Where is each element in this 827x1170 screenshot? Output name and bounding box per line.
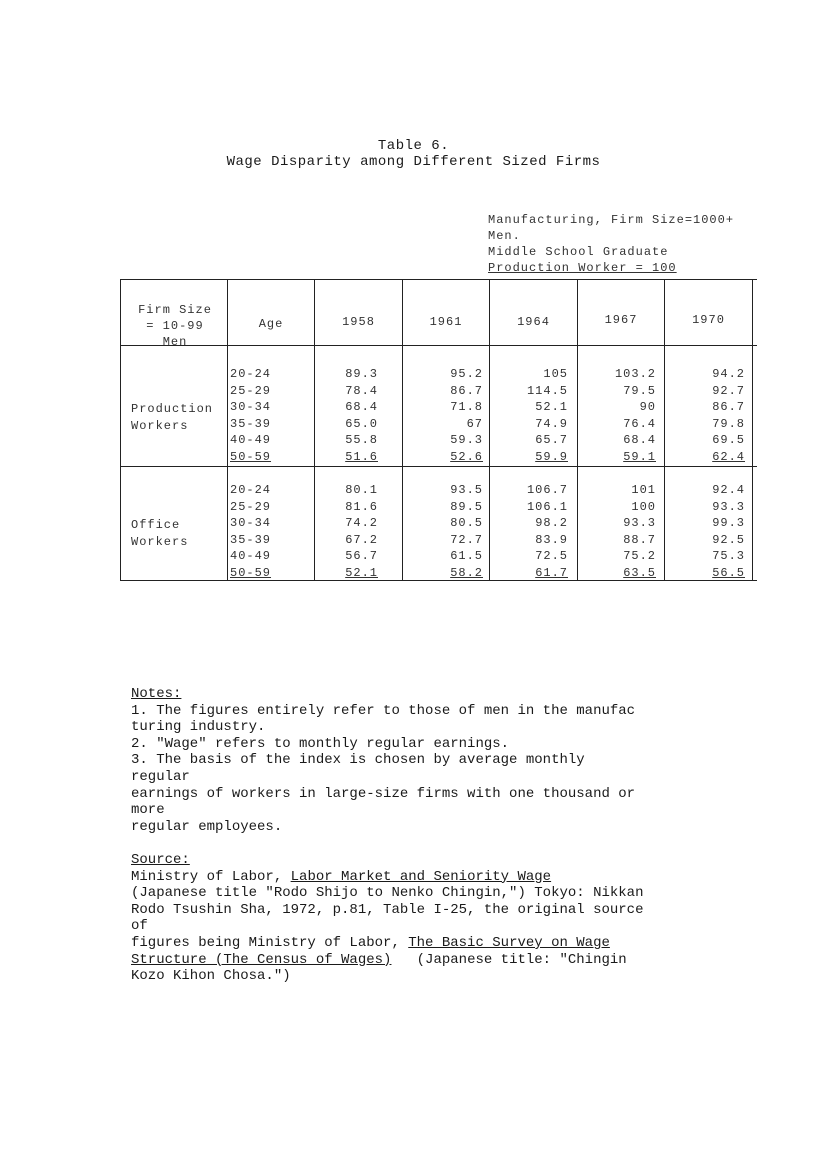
value-cell: 67 — [466, 416, 483, 431]
source-line: Ministry of Labor, Labor Market and Seniority Wage — [131, 868, 552, 885]
value-cell: 61.7 — [535, 565, 568, 580]
col-1961-office — [423, 482, 483, 581]
value-cell: 59.9 — [535, 449, 568, 464]
value-cell: 89.3 — [345, 367, 378, 381]
value-cell: 81.6 — [345, 499, 378, 514]
value-cell: 52.6 — [450, 449, 483, 464]
age-cell: 20-24 — [230, 483, 272, 497]
col-1958-office — [318, 482, 378, 581]
age-cell: 20-24 — [230, 367, 272, 381]
value-cell: 80.5 — [450, 516, 483, 530]
note-1-cont: turing industry. — [131, 719, 266, 736]
value-cell: 65.7 — [535, 433, 568, 447]
value-cell: 68.4 — [623, 433, 656, 447]
value-cell: 55.8 — [345, 433, 378, 447]
value-cell: 101 — [631, 483, 656, 497]
value-cell: 86.7 — [712, 400, 745, 414]
value-cell: 52.1 — [535, 400, 568, 414]
value-cell: 68.4 — [345, 400, 378, 414]
value-cell: 88.7 — [623, 532, 656, 547]
age-column-office — [230, 482, 271, 581]
note-3-cont: earnings of workers in large-size firms with one thousand or — [131, 785, 636, 802]
value-cell: 62.4 — [712, 449, 745, 464]
value-cell: 89.5 — [450, 499, 483, 514]
value-cell: 95.2 — [450, 367, 483, 381]
value-cell: 71.8 — [450, 400, 483, 414]
col-1964-production — [508, 366, 568, 465]
value-cell: 75.3 — [712, 549, 745, 563]
notes-section — [131, 686, 761, 835]
note-3-cont: regular — [131, 768, 190, 785]
col-1958-production — [318, 366, 378, 465]
group-label-production: Production Workers — [131, 402, 214, 433]
age-cell: 50-59 — [230, 449, 272, 464]
value-cell: 93.3 — [712, 499, 745, 514]
source-line: Kozo Kihon Chosa.") — [131, 968, 291, 985]
source-title: Labor Market and Seniority Wage — [290, 868, 552, 885]
value-cell: 58.2 — [450, 565, 483, 580]
col-1970-office — [685, 482, 745, 581]
value-cell: 92.4 — [712, 483, 745, 497]
col-1967-production — [596, 366, 656, 465]
value-cell: 94.2 — [712, 367, 745, 381]
note-3-cont: regular employees. — [131, 818, 283, 835]
year-header-1961: 1961 — [429, 315, 463, 329]
original-source-title-cont: Structure (The Census of Wages) — [131, 951, 392, 968]
value-cell: 52.1 — [345, 565, 378, 580]
age-header: Age — [258, 317, 284, 331]
age-cell: 40-49 — [230, 549, 272, 563]
value-cell: 103.2 — [614, 367, 656, 381]
source-line: Structure (The Census of Wages) (Japanese title: "Chingin — [131, 951, 627, 968]
source-line: (Japanese title "Rodo Shijo to Nenko Chingin,") Tokyo: Nikkan — [131, 885, 644, 902]
value-cell: 83.9 — [535, 532, 568, 547]
source-section — [131, 852, 761, 985]
age-cell: 40-49 — [230, 433, 272, 447]
year-header-1958: 1958 — [342, 315, 375, 329]
value-cell: 59.1 — [623, 449, 656, 464]
age-cell: 50-59 — [230, 565, 272, 580]
note-3: 3. The basis of the index is chosen by average monthly — [131, 752, 585, 769]
condition-sex: Men. — [488, 229, 521, 243]
value-cell: 59.3 — [450, 433, 483, 447]
value-cell: 72.7 — [450, 532, 483, 547]
value-cell: 72.5 — [535, 549, 568, 563]
value-cell: 79.8 — [712, 416, 745, 431]
col-1964-office — [508, 482, 568, 581]
value-cell: 114.5 — [526, 383, 568, 398]
value-cell: 65.0 — [345, 416, 378, 431]
value-cell: 105 — [543, 367, 568, 381]
age-cell: 25-29 — [230, 499, 272, 514]
note-2: 2. "Wage" refers to monthly regular earnings. — [131, 735, 510, 752]
value-cell: 76.4 — [623, 416, 656, 431]
age-cell: 35-39 — [230, 532, 272, 547]
age-cell: 30-34 — [230, 516, 272, 530]
age-cell: 35-39 — [230, 416, 272, 431]
source-line: of — [131, 918, 148, 935]
note-3-cont: more — [131, 802, 165, 819]
value-cell: 79.5 — [623, 383, 656, 398]
table-number: Table 6. — [377, 138, 450, 154]
year-header-1964: 1964 — [517, 315, 550, 329]
condition-education: Middle School Graduate — [488, 245, 669, 259]
note-1: 1. The figures entirely refer to those of men in the manufac — [131, 702, 636, 719]
value-cell: 86.7 — [450, 383, 483, 398]
condition-industry: Manufacturing, Firm Size=1000+ — [488, 213, 735, 227]
firm-size-header: Firm Size = 10-99 Men — [138, 303, 212, 349]
age-cell: 30-34 — [230, 400, 272, 414]
value-cell: 63.5 — [623, 565, 656, 580]
col-1970-production — [685, 366, 745, 465]
value-cell: 92.5 — [712, 532, 745, 547]
source-line: figures being Ministry of Labor, The Basic Survey on Wage — [131, 934, 610, 951]
source-heading: Source: — [131, 852, 190, 868]
value-cell: 56.7 — [345, 549, 378, 563]
table-title: Wage Disparity among Different Sized Firms — [226, 154, 601, 170]
value-cell: 78.4 — [345, 383, 378, 398]
value-cell: 75.2 — [623, 549, 656, 563]
value-cell: 67.2 — [345, 532, 378, 547]
table-conditions — [488, 212, 734, 276]
source-line: Rodo Tsushin Sha, 1972, p.81, Table I-25, the original source — [131, 901, 644, 918]
notes-heading: Notes: — [131, 686, 182, 702]
value-cell: 61.5 — [450, 549, 483, 563]
value-cell: 56.5 — [712, 565, 745, 580]
value-cell: 98.2 — [535, 516, 568, 530]
value-cell: 90 — [639, 400, 656, 414]
age-cell: 25-29 — [230, 383, 272, 398]
age-column-production — [230, 366, 271, 465]
value-cell: 74.2 — [345, 516, 378, 530]
condition-base: Production Worker = 100 — [488, 261, 677, 275]
col-1967-office — [596, 482, 656, 581]
value-cell: 74.9 — [535, 416, 568, 431]
value-cell: 100 — [631, 499, 656, 514]
value-cell: 92.7 — [712, 383, 745, 398]
value-cell: 69.5 — [712, 433, 745, 447]
col-1961-production — [423, 366, 483, 465]
year-header-1967: 1967 — [604, 313, 638, 327]
year-header-1970: 1970 — [692, 313, 725, 327]
value-cell: 51.6 — [345, 449, 378, 464]
value-cell: 80.1 — [345, 483, 378, 497]
value-cell: 106.1 — [526, 499, 568, 514]
value-cell: 106.7 — [526, 483, 568, 497]
value-cell: 93.5 — [450, 483, 483, 497]
original-source-title: The Basic Survey on Wage — [408, 934, 610, 951]
value-cell: 99.3 — [712, 516, 745, 530]
group-label-office: Office Workers — [131, 518, 189, 549]
value-cell: 93.3 — [623, 516, 656, 530]
